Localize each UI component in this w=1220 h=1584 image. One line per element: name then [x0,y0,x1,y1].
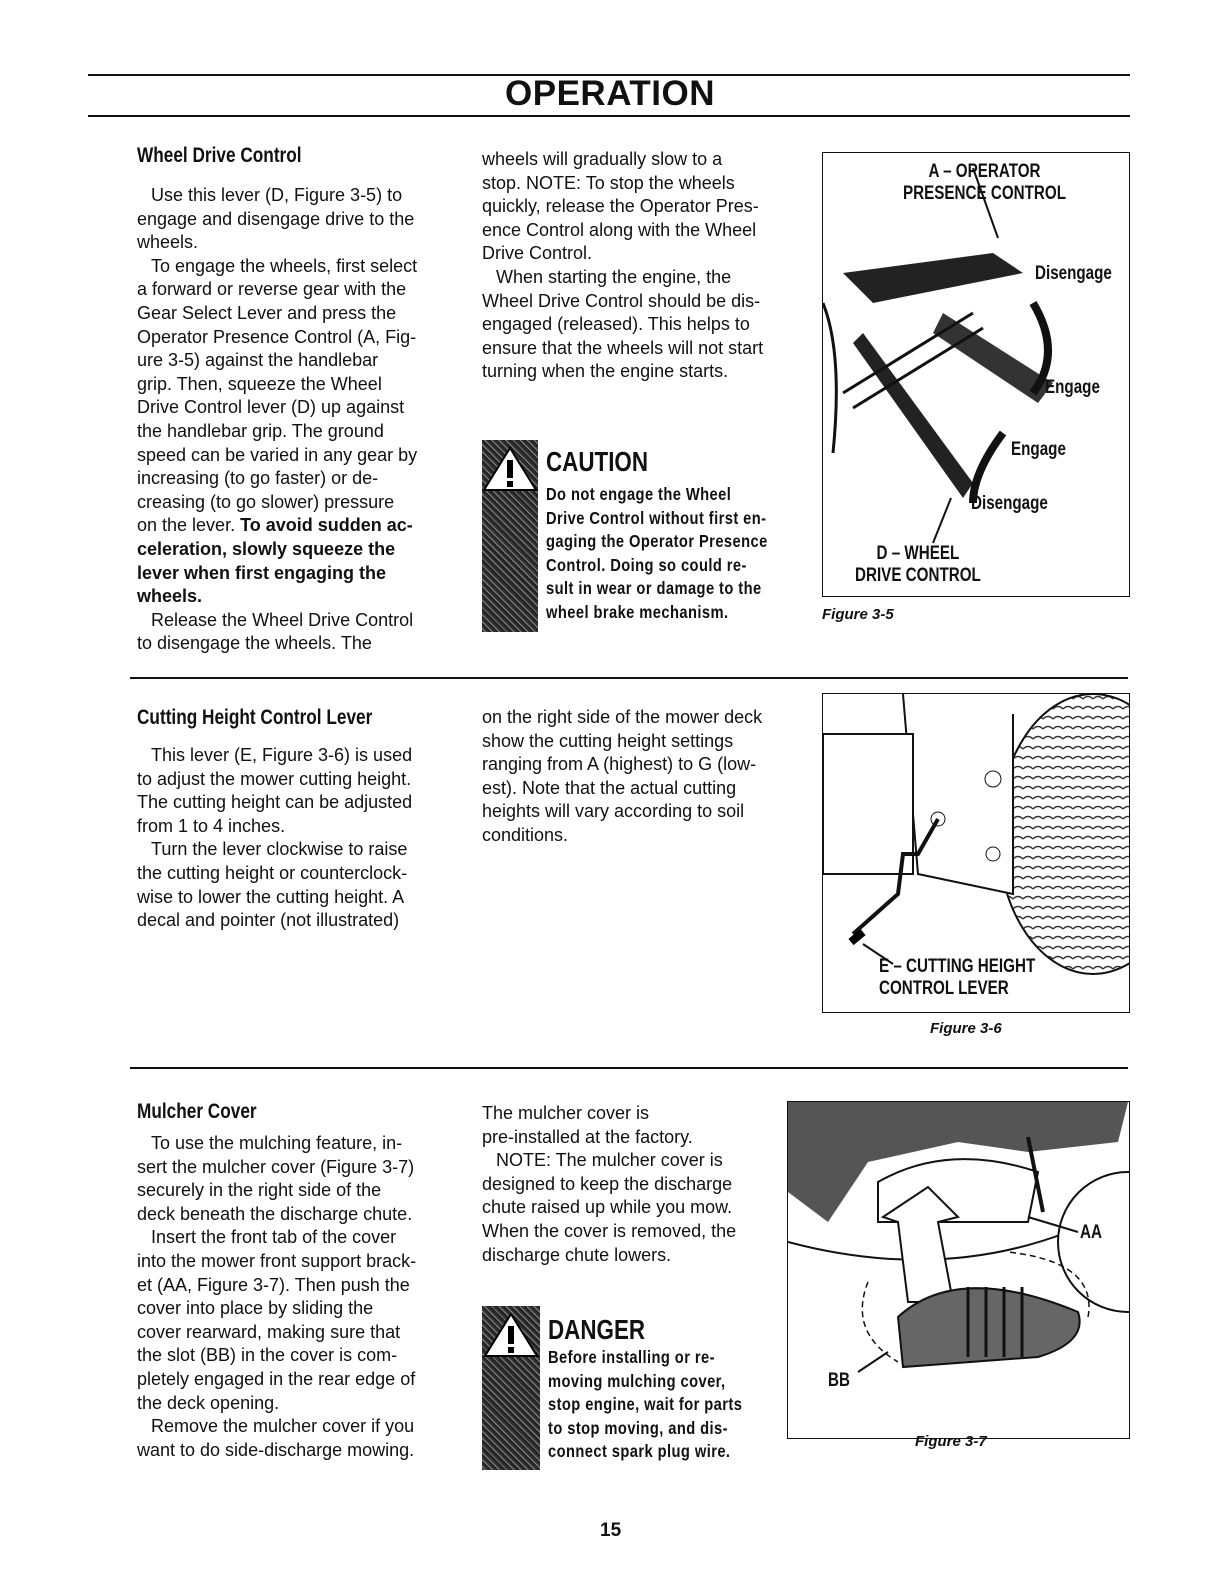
text-line [482,242,763,266]
text-run: ranging from A (highest) to G (low- [482,754,757,775]
text-line [482,1173,736,1197]
text-line [482,360,763,384]
text-run: securely in the right side of the [137,1180,382,1201]
bold-text-run: wheels. [137,586,203,607]
text-run: designed to keep the discharge [482,1173,733,1194]
wheel-drive-illustration [823,153,1129,596]
text-run: et (AA, Figure 3-7). Then push the [137,1274,410,1295]
text-run: the handlebar grip. The ground [137,420,384,441]
caution-warning-icon [482,440,538,632]
text-line [137,184,417,208]
text-line [137,1132,416,1156]
text-line [137,302,417,326]
text-run: Use this lever (D, Figure 3-5) to [151,185,403,205]
text-run: heights will vary according to soil [482,801,745,822]
title-rule [88,115,1130,117]
text-run: Wheel Drive Control should be dis- [482,290,761,311]
text-line [482,313,763,337]
text-run: When starting the engine, the [496,266,732,287]
label-line: A – OPERATOR [928,161,1041,182]
warning-line: sult in wear or damage to the [546,578,762,599]
section-heading-cutting-height: Cutting Height Control Lever [137,706,373,729]
text-run: from 1 to 4 inches. [137,815,286,836]
warning-line: Do not engage the Wheel [546,484,732,504]
text-run: ence Control along with the Wheel [482,219,757,240]
label-bb: BB [828,1370,850,1391]
warning-line: wheel brake mechanism. [546,601,729,622]
text-line [137,1344,416,1368]
text-line [137,1226,416,1250]
figure-3-5 [822,152,1130,597]
text-line [137,396,417,420]
label-a-operator [903,161,1066,205]
text-run: pletely engaged in the rear edge of [137,1368,416,1389]
label-line: PRESENCE CONTROL [903,183,1066,204]
text-line [137,791,412,815]
label-line: CONTROL LEVER [879,978,1009,999]
text-line [137,208,417,232]
text-run: speed can be varied in any gear by [137,444,418,465]
warning-line: gaging the Operator Presence [546,531,768,552]
label-disengage-bottom: Disengage [971,493,1048,514]
text-line [137,909,412,933]
text-line [482,1102,736,1126]
text-line [137,1179,416,1203]
text-line [482,290,763,314]
text-line [137,491,417,515]
text-run: increasing (to go faster) or de- [137,468,379,489]
text-run: discharge chute lowers. [482,1244,672,1265]
text-line [482,824,762,848]
text-line [482,148,763,172]
text-line [137,862,412,886]
text-line [137,768,412,792]
label-e-cutting-height [879,956,1035,1000]
text-line [137,886,412,910]
bold-text-run: lever when first engaging the [137,562,387,583]
text-line [137,1297,416,1321]
text-line [137,815,412,839]
section-rule [130,677,1128,679]
cutting-height-col2 [482,706,762,848]
text-run: ensure that the wheels will not start [482,337,764,358]
text-line [137,1321,416,1345]
text-line [482,777,762,801]
text-line [137,1274,416,1298]
figure-3-5-caption: Figure 3-5 [822,606,894,623]
text-line [137,744,412,768]
text-run: cover rearward, making sure that [137,1321,401,1342]
text-run: wise to lower the cutting height. A [137,886,405,907]
text-line [137,467,417,491]
section-heading-mulcher-cover: Mulcher Cover [137,1100,257,1123]
text-run: on the right side of the mower deck [482,707,763,727]
warning-line: to stop moving, and dis- [548,1417,728,1438]
warning-line: moving mulching cover, [548,1370,726,1391]
text-run: on the lever. [137,515,241,536]
warning-line: Before installing or re- [548,1347,715,1367]
text-line [137,373,417,397]
text-run: show the cutting height settings [482,730,734,751]
text-line [482,195,763,219]
text-line [137,1392,416,1416]
figure-3-6-caption: Figure 3-6 [930,1020,1002,1037]
text-line [482,1244,736,1268]
text-line [137,632,417,656]
danger-text [548,1346,742,1464]
text-run: want to do side-discharge mowing. [137,1439,415,1460]
section-heading-wheel-drive: Wheel Drive Control [137,144,302,167]
text-line [137,231,417,255]
text-run: Drive Control. [482,243,593,264]
mulcher-cover-col1 [137,1132,416,1462]
text-line [137,1203,416,1227]
caution-text [546,483,768,625]
text-run: deck beneath the discharge chute. [137,1203,413,1224]
text-run: To engage the wheels, first select [151,255,418,276]
text-run: Remove the mulcher cover if you [151,1416,415,1437]
text-run: pre-installed at the factory. [482,1126,693,1147]
text-run: Operator Presence Control (A, Fig- [137,326,417,347]
text-line [482,1126,736,1150]
text-run: When the cover is removed, the [482,1220,737,1241]
label-engage-bottom: Engage [1011,439,1066,460]
danger-title: DANGER [548,1314,646,1345]
text-run: Release the Wheel Drive Control [151,609,414,630]
text-line [482,266,763,290]
text-run: the cutting height or counterclock- [137,862,408,883]
danger-warning-icon [482,1306,540,1470]
text-run: conditions. [482,824,569,845]
text-run: This lever (E, Figure 3-6) is used [151,745,413,765]
text-line [137,838,412,862]
warning-line: connect spark plug wire. [548,1441,731,1462]
text-line [482,1220,736,1244]
text-line [137,1368,416,1392]
figure-3-7 [787,1101,1130,1439]
text-line [137,1439,416,1463]
page-title: OPERATION [505,74,715,113]
caution-title: CAUTION [546,446,649,477]
text-line [137,278,417,302]
text-run: quickly, release the Operator Pres- [482,196,759,217]
text-run: wheels. [137,232,199,253]
text-run: decal and pointer (not illustrated) [137,910,400,931]
text-line [137,538,417,562]
wheel-drive-col2 [482,148,763,384]
text-run: engaged (released). This helps to [482,314,750,335]
bold-text-run: To avoid sudden ac- [240,515,413,536]
text-run: a forward or reverse gear with the [137,279,407,300]
text-run: creasing (to go slower) pressure [137,491,395,512]
text-run: grip. Then, squeeze the Wheel [137,373,382,394]
text-run: into the mower front support brack- [137,1250,417,1271]
text-line [482,337,763,361]
text-run: engage and disengage drive to the [137,208,415,229]
text-run: Gear Select Lever and press the [137,302,397,323]
wheel-drive-col1 [137,184,417,656]
text-line [137,609,417,633]
text-run: the slot (BB) in the cover is com- [137,1345,398,1366]
text-line [137,585,417,609]
bold-text-run: celeration, slowly squeeze the [137,538,396,559]
text-line [482,753,762,777]
text-line [137,255,417,279]
section-rule [130,1067,1128,1069]
text-line [482,706,762,730]
mulcher-cover-col2 [482,1102,736,1267]
label-aa: AA [1080,1222,1102,1243]
label-disengage-top: Disengage [1035,263,1112,284]
label-line: D – WHEEL [876,543,960,564]
text-run: Drive Control lever (D) up against [137,397,405,418]
text-run: est). Note that the actual cutting [482,777,737,798]
text-line [137,562,417,586]
label-line: E – CUTTING HEIGHT [879,956,1036,977]
text-run: to adjust the mower cutting height. [137,768,412,789]
text-line [137,1156,416,1180]
cutting-height-col1 [137,744,412,933]
text-line [137,349,417,373]
text-line [482,730,762,754]
page-number: 15 [600,1520,622,1541]
text-run: the deck opening. [137,1392,280,1413]
figure-3-7-caption: Figure 3-7 [915,1433,987,1450]
text-line [482,172,763,196]
text-run: Insert the front tab of the cover [151,1227,397,1248]
text-run: stop. NOTE: To stop the wheels [482,172,735,193]
text-line [137,514,417,538]
label-line: DRIVE CONTROL [855,565,981,586]
text-run: NOTE: The mulcher cover is [496,1150,723,1171]
text-line [137,1415,416,1439]
text-run: to disengage the wheels. The [137,633,372,654]
text-line [482,219,763,243]
text-line [137,1250,416,1274]
text-run: Turn the lever clockwise to raise [151,839,408,860]
text-run: chute raised up while you mow. [482,1197,733,1218]
text-run: ure 3-5) against the handlebar [137,350,379,371]
warning-line: stop engine, wait for parts [548,1394,743,1415]
text-run: sert the mulcher cover (Figure 3-7) [137,1156,415,1177]
text-line [137,420,417,444]
text-run: wheels will gradually slow to a [482,149,723,169]
text-line [137,326,417,350]
label-engage-top: Engage [1045,377,1100,398]
text-line [482,800,762,824]
text-line [137,444,417,468]
label-d-wheel-drive [855,543,981,587]
warning-line: Drive Control without first en- [546,507,767,528]
text-run: To use the mulching feature, in- [151,1133,403,1153]
figure-3-6 [822,693,1130,1013]
text-run: cover into place by sliding the [137,1298,374,1319]
text-line [482,1196,736,1220]
text-run: The cutting height can be adjusted [137,792,413,813]
text-run: turning when the engine starts. [482,361,729,382]
text-run: The mulcher cover is [482,1103,650,1123]
text-line [482,1149,736,1173]
warning-line: Control. Doing so could re- [546,554,747,575]
